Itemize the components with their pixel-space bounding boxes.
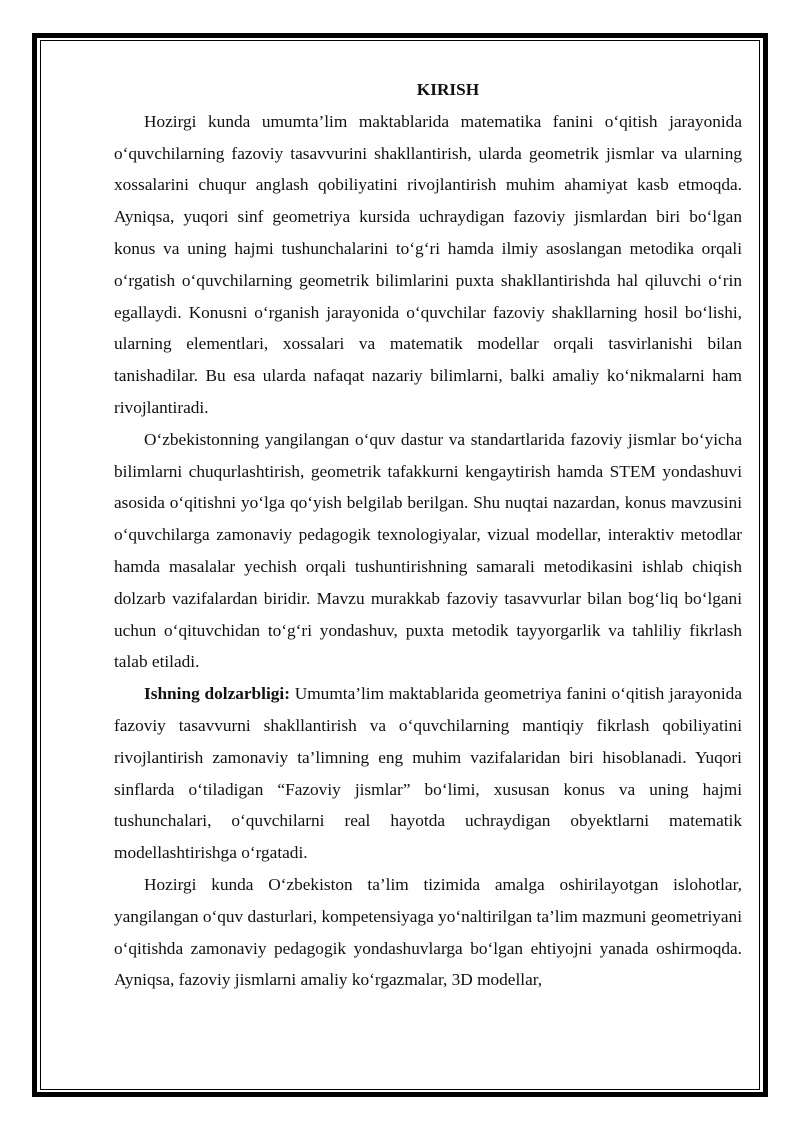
document-body [114,74,742,996]
paragraph-3-lead: Ishning dolzarbligi: [144,684,290,704]
paragraph-3-text: Umumta’lim maktablarida geometriya fanini o‘qitish jarayonida fazoviy tasavvurni shakllantirish va o‘quvchilarning mantiqiy fikrlash qobiliyatini rivojlantirish zamonaviy ta’limning eng muhim vazifalaridan biri hisoblanadi. Yuqori sinflarda o‘tiladigan “Fazoviy jismlar” bo‘limi, xususan konus va uning hajmi tushunchalari, o‘quvchilarni real hayotda uchraydigan obyektlarni matematik modellashtirishga o‘rgatadi. [114,684,742,863]
document-title: KIRISH [416,80,480,99]
paragraph-1 [114,106,742,424]
paragraph-4-text: Hozirgi kunda O‘zbekiston ta’lim tizimida amalga oshirilayotgan islohotlar, yangilangan o‘quv dasturlari, kompetensiyaga yo‘naltirilgan ta’lim mazmuni geometriyani o‘qitishda zamonaviy pedagogik yondashuvlarga bo‘lgan ehtiyojni yanada oshirmoqda. Ayniqsa, fazoviy jismlarni amaliy ko‘rgazmalar, 3D modellar, [114,874,742,990]
paragraph-1-text: Hozirgi kunda umumta’lim maktablarida matematika fanini o‘qitish jarayonida o‘quvchilarning fazoviy tasavvurini shakllantirish, ularda geometrik jismlar va ularning xossalarini chuqur anglash qobiliyatini rivojlantirish muhim ahamiyat kasb etmoqda. Ayniqsa, yuqori sinf geometriya kursida uchraydigan fazoviy jismlardan biri bo‘lgan konus va uning hajmi tushunchalarini to‘g‘ri hamda ilmiy asoslangan metodika orqali o‘rgatish o‘quvchilarning geometrik bilimlarini puxta shakllantirishda hal qiluvchi o‘rin egallaydi. Konusni o‘rganish jarayonida o‘quvchilar fazoviy shakllarning hosil bo‘lishi, ularning elementlari, xossalari va matematik modellar orqali tasvirlanishi bilan tanishadilar. Bu esa ularda nafaqat nazariy bilimlarni, balki amaliy ko‘nikmalarni ham rivojlantiradi. [114,111,742,417]
paragraph-4 [114,869,742,996]
paragraph-2 [114,424,742,678]
paragraph-2-text: O‘zbekistonning yangilangan o‘quv dastur va standartlarida fazoviy jismlar bo‘yicha bilimlarni chuqurlashtirish, geometrik tafakkurni kengaytirish hamda STEM yondashuvi asosida o‘qitishni yo‘lga qo‘yish belgilab berilgan. Shu nuqtai nazardan, konus mavzusini o‘quvchilarga zamonaviy pedagogik texnologiyalar, vizual modellar, interaktiv metodlar hamda masalalar yechish orqali tushuntirishning samarali metodikasini ishlab chiqish dolzarb vazifalardan biridir. Mavzu murakkab fazoviy tasavvurlar bilan bog‘liq bo‘lgani uchun o‘qituvchidan to‘g‘ri yondashuv, puxta metodik tayyorgarlik va tahliliy fikrlash talab etiladi. [114,429,742,672]
paragraph-3 [114,678,742,869]
